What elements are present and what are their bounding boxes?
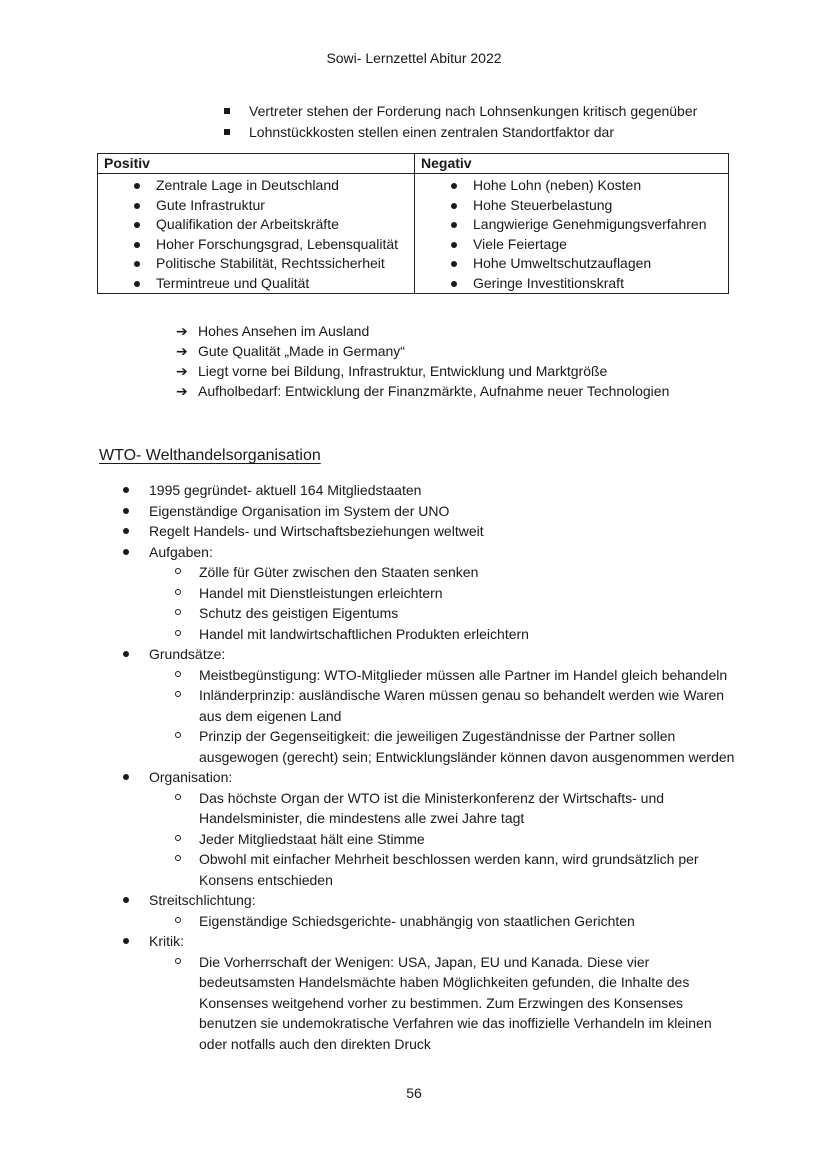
table-row: Hoher Forschungsgrad, Lebensqualität bbox=[98, 235, 414, 255]
sub-list-item: Obwohl mit einfacher Mehrheit beschlossen werden kann, wird grundsätzlich per Konsens entschieden bbox=[149, 849, 735, 890]
sub-list-item: Prinzip der Gegenseitigkeit: die jeweiligen Zugeständnisse der Partner sollen ausgewogen (gerecht) sein; Entwicklungsländer können davon ausgenommen werden bbox=[149, 726, 735, 767]
section-title: WTO- Welthandelsorganisation bbox=[99, 447, 321, 464]
list-item bbox=[123, 644, 735, 767]
page-header: Sowi- Lernzettel Abitur 2022 bbox=[326, 50, 502, 66]
sub-list-item: Die Vorherrschaft der Wenigen: USA, Japan, EU und Kanada. Diese vier bedeutsamsten Handelsmächte haben Möglichkeiten gefunden, die Inhalte des Konsenses weitgehend vorher zu bestimmen. Zum Erzwingen des Konsenses benutzen sie undemokratische Verfahren wie das inoffizielle Verhandeln im kleinen oder notfalls auch den direkten Druck bbox=[149, 952, 735, 1055]
list-item bbox=[123, 767, 735, 890]
sub-list-item: Schutz des geistigen Eigentums bbox=[149, 603, 735, 624]
arrow-right-icon: ➔ bbox=[176, 343, 188, 359]
wto-list bbox=[123, 480, 735, 1054]
sub-list-item: Inländerprinzip: ausländische Waren müssen genau so behandelt werden wie Waren aus dem eigenen Land bbox=[149, 685, 735, 726]
sub-list-item: Handel mit Dienstleistungen erleichtern bbox=[149, 583, 735, 604]
list-item bbox=[176, 361, 669, 381]
list-item-text: Streitschlichtung: bbox=[149, 892, 256, 908]
sub-list-item: Eigenständige Schiedsgerichte- unabhängig von staatlichen Gerichten bbox=[149, 911, 735, 932]
list-item bbox=[123, 542, 735, 645]
table-row: Termintreue und Qualität bbox=[98, 274, 414, 294]
list-item-text: Organisation: bbox=[149, 769, 233, 785]
list-item bbox=[123, 480, 735, 501]
list-item bbox=[123, 890, 735, 931]
positive-header: Positiv bbox=[98, 154, 415, 174]
table-row: Hohe Umweltschutzauflagen bbox=[415, 254, 728, 274]
page-number: 56 bbox=[406, 1085, 422, 1101]
list-item bbox=[176, 321, 669, 341]
table-row: Hohe Lohn (neben) Kosten bbox=[415, 176, 728, 196]
sub-list-item: Meistbegünstigung: WTO-Mitglieder müssen alle Partner im Handel gleich behandeln bbox=[149, 665, 735, 686]
sub-list-item: Jeder Mitgliedstaat hält eine Stimme bbox=[149, 829, 735, 850]
list-item bbox=[176, 341, 669, 361]
table-row: Zentrale Lage in Deutschland bbox=[98, 176, 414, 196]
list-item-text: Kritik: bbox=[149, 933, 184, 949]
arrow-right-icon: ➔ bbox=[176, 323, 188, 339]
list-item-text: Gute Qualität „Made in Germany“ bbox=[198, 343, 405, 359]
sub-list-item: Handel mit landwirtschaftlichen Produkten erleichtern bbox=[149, 624, 735, 645]
list-item-text: Regelt Handels- und Wirtschaftsbeziehungen weltweit bbox=[149, 523, 484, 539]
arrow-right-icon: ➔ bbox=[176, 383, 188, 399]
list-item-text: Grundsätze: bbox=[149, 646, 226, 662]
list-item-text: Liegt vorne bei Bildung, Infrastruktur, Entwicklung und Marktgröße bbox=[198, 363, 608, 379]
table-row: Gute Infrastruktur bbox=[98, 196, 414, 216]
list-item-text: Hohes Ansehen im Ausland bbox=[198, 323, 370, 339]
list-item-text: Aufholbedarf: Entwicklung der Finanzmärkte, Aufnahme neuer Technologien bbox=[198, 383, 670, 399]
arrow-right-icon: ➔ bbox=[176, 363, 188, 379]
negative-cell bbox=[415, 174, 729, 294]
list-item: Lohnstückkosten stellen einen zentralen Standortfaktor dar bbox=[224, 122, 697, 143]
table-row: Qualifikation der Arbeitskräfte bbox=[98, 215, 414, 235]
negative-header: Negativ bbox=[415, 154, 729, 174]
table-row: Viele Feiertage bbox=[415, 235, 728, 255]
list-item-text: Aufgaben: bbox=[149, 543, 213, 560]
sub-list-item: Zölle für Güter zwischen den Staaten senken bbox=[149, 562, 735, 583]
table-row: Geringe Investitionskraft bbox=[415, 274, 728, 294]
list-item: Vertreter stehen der Forderung nach Lohnsenkungen kritisch gegenüber bbox=[224, 101, 697, 122]
list-item bbox=[176, 381, 669, 401]
table-row: Langwierige Genehmigungsverfahren bbox=[415, 215, 728, 235]
location-factors-table bbox=[97, 153, 729, 294]
positive-cell bbox=[98, 174, 415, 294]
top-bullet-list bbox=[224, 101, 697, 143]
sub-list-item: Das höchste Organ der WTO ist die Ministerkonferenz der Wirtschafts- und Handelsminister, die mindestens alle zwei Jahre tagt bbox=[149, 788, 735, 829]
list-item-text: 1995 gegründet- aktuell 164 Mitgliedstaaten bbox=[149, 482, 422, 498]
list-item bbox=[123, 931, 735, 1054]
table-row: Hohe Steuerbelastung bbox=[415, 196, 728, 216]
list-item-text: Eigenständige Organisation im System der UNO bbox=[149, 502, 450, 519]
conclusion-list bbox=[176, 321, 669, 401]
table-row: Politische Stabilität, Rechtssicherheit bbox=[98, 254, 414, 274]
list-item bbox=[123, 501, 735, 522]
list-item bbox=[123, 521, 735, 542]
